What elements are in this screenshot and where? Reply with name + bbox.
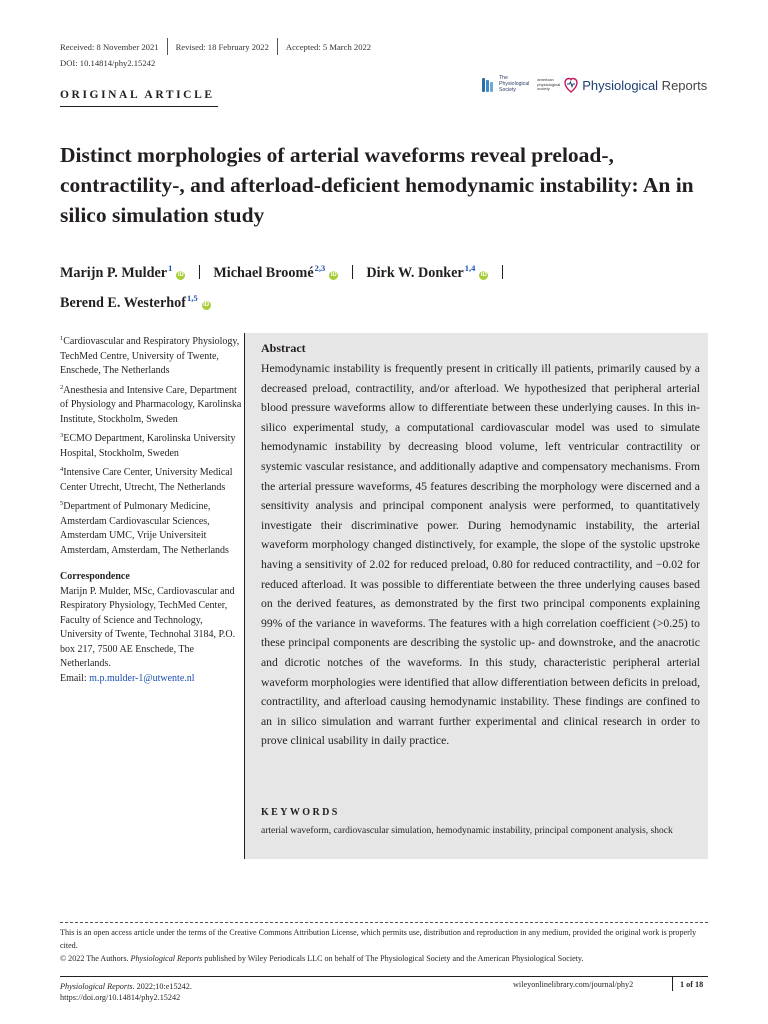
accepted-date: Accepted: 5 March 2022 [285,41,372,52]
keywords-text: arterial waveform, cardiovascular simulation, hemodynamic instability, principal component analysis, shock [261,826,673,836]
article-type-underline [60,106,218,107]
affiliation: $^3$ECMO Department, Karolinska University Hospital, Stockholm, Sweden [60,432,236,459]
journal-doi-link[interactable]: https://doi.org/10.14814/phy2.15242 [60,993,181,1002]
author-affiliation-sup: 2,3 [314,263,326,273]
correspondence-heading: Correspondence [60,571,130,582]
article-title: Distinct morphologies of arterial waveforms reveal preload-, contractility-, and afterload-deficient hemodynamic instability: An in silico simulation study [60,143,694,227]
doi[interactable]: DOI: 10.14814/phy2.15242 [60,58,156,68]
orcid-icon[interactable]: iD [330,272,337,278]
article-dates [60,38,371,55]
physiological-reports-icon [564,77,578,93]
author[interactable]: Dirk W. Donker$^{1,4}$iD [366,263,487,281]
license-text: This is an open access article under the terms of the Creative Commons Attribution License, which permits use, distribution and reproduction in any medium, provided the original work is properly cited. [60,928,697,950]
journal-reference: Physiological Reports. 2022;10:e15242. [60,982,192,991]
orcid-icon[interactable]: iD [203,302,210,308]
abstract-heading: Abstract [261,341,306,355]
author-list [60,256,720,316]
author-affiliation-sup: 1,5 [186,293,198,303]
affiliations-column [60,332,242,686]
page-number: 1 of 18 [680,980,704,989]
revised-date: Revised: 18 February 2022 [175,41,269,52]
affiliation: $^4$Intensive Care Center, University Medical Center Utrecht, Utrecht, The Netherlands [60,466,233,493]
journal-name: Physiological Reports [582,77,708,93]
physiological-society-logo-icon [482,76,496,94]
publisher-logos[interactable] [482,76,707,94]
footer-dashed-rule [60,922,708,923]
article-type: ORIGINAL ARTICLE [60,89,215,101]
affiliation: $^1$Cardiovascular and Respiratory Physiology, TechMed Centre, University of Twente, Enschede, The Netherlands [60,335,240,376]
correspondence-text: Marijn P. Mulder, MSc, Cardiovascular and Respiratory Physiology, TechMed Center, Faculty of Science and Technology, University of Twente, Technohal 3184, P.O. box 217, 7500 AE Enschede, The Netherlands. [60,585,236,669]
author[interactable]: Marijn P. Mulder$^1$iD [60,263,184,281]
aps-logo: american physiological society [537,77,561,92]
author-separator [352,265,353,279]
keywords-heading: KEYWORDS [261,807,340,818]
footer-rule [60,976,708,977]
affiliation: $^5$Department of Pulmonary Medicine, Amsterdam Cardiovascular Sciences, Amsterdam UMC, Vrije Universiteit Amsterdam, Amsterdam, The Netherlands [60,500,229,556]
physiological-society-name: The Physiological Society [499,75,530,93]
page-number-separator [672,977,673,991]
author[interactable]: Michael Broomé$^{2,3}$iD [213,263,337,281]
author[interactable]: Berend E. Westerhof$^{1,5}$iD [60,293,210,311]
date-separator [277,38,278,55]
affiliation: $^2$Anesthesia and Intensive Care, Department of Physiology and Pharmacology, Karolinska Institute, Stockholm, Sweden [60,383,242,425]
journal-site-link[interactable]: wileyonlinelibrary.com/journal/phy2 [513,980,634,989]
author-affiliation-sup: 1 [168,263,173,273]
orcid-icon[interactable]: iD [177,272,184,278]
date-separator [167,38,168,55]
correspondence-email-link[interactable]: m.p.mulder-1@utwente.nl [89,672,195,684]
author-separator [502,265,503,279]
copyright-text: © 2022 The Authors. Physiological Reports published by Wiley Periodicals LLC on behalf of The Physiological Society and the American Physiological Society. [60,954,584,963]
author-separator [199,265,200,279]
received-date: Received: 8 November 2021 [60,41,159,52]
abstract-text: Hemodynamic instability is frequently present in critically ill patients, primarily caused by a decreased preload, contractility, and/or afterload. We hypothesized that peripheral arterial blood pressure waveforms allow to differentiate between these underlying causes. In this in-silico experimental study, a computational cardiovascular model was used to simulate hemodynamic instability by decreasing blood volume, left ventricular contractility or systemic vascular resistance, and additionally adaptive and compensatory mechanisms. From the arterial pressure waveforms, 45 features describing the morphology were discerned and a sensitivity analysis and principal component analysis were performed, to quantitatively investigate their discriminative power. During hemodynamic instability, the arterial waveform morphology changed distinctively, for example, the slope of the systolic upstroke having a sensitivity of 2.02 for reduced preload, 0.80 for reduced contractility, and −0.02 for reduced afterload. It was possible to differentiate between the three underlying causes based on the derived features, as demonstrated by the first two principal components explaining 99% of the variance in waveforms. The features with a high correlation coefficient (>0.25) to these principal components are describing the systolic up- and downstroke, and the anacrotic and dicrotic notches of the waveforms. In this study, characteristic peripheral arterial waveform morphologies were identified that allow differentiation between deficits in preload, contractility, and afterload causing hemodynamic instability. These findings are confined to an in silico simulation and warrant further experimental and clinical research in order to prove clinical usability in daily practice. [261,362,700,748]
correspondence-email-line: Email: m.p.mulder-1@utwente.nl [60,672,195,684]
orcid-icon[interactable]: iD [480,272,487,278]
author-affiliation-sup: 1,4 [464,263,476,273]
